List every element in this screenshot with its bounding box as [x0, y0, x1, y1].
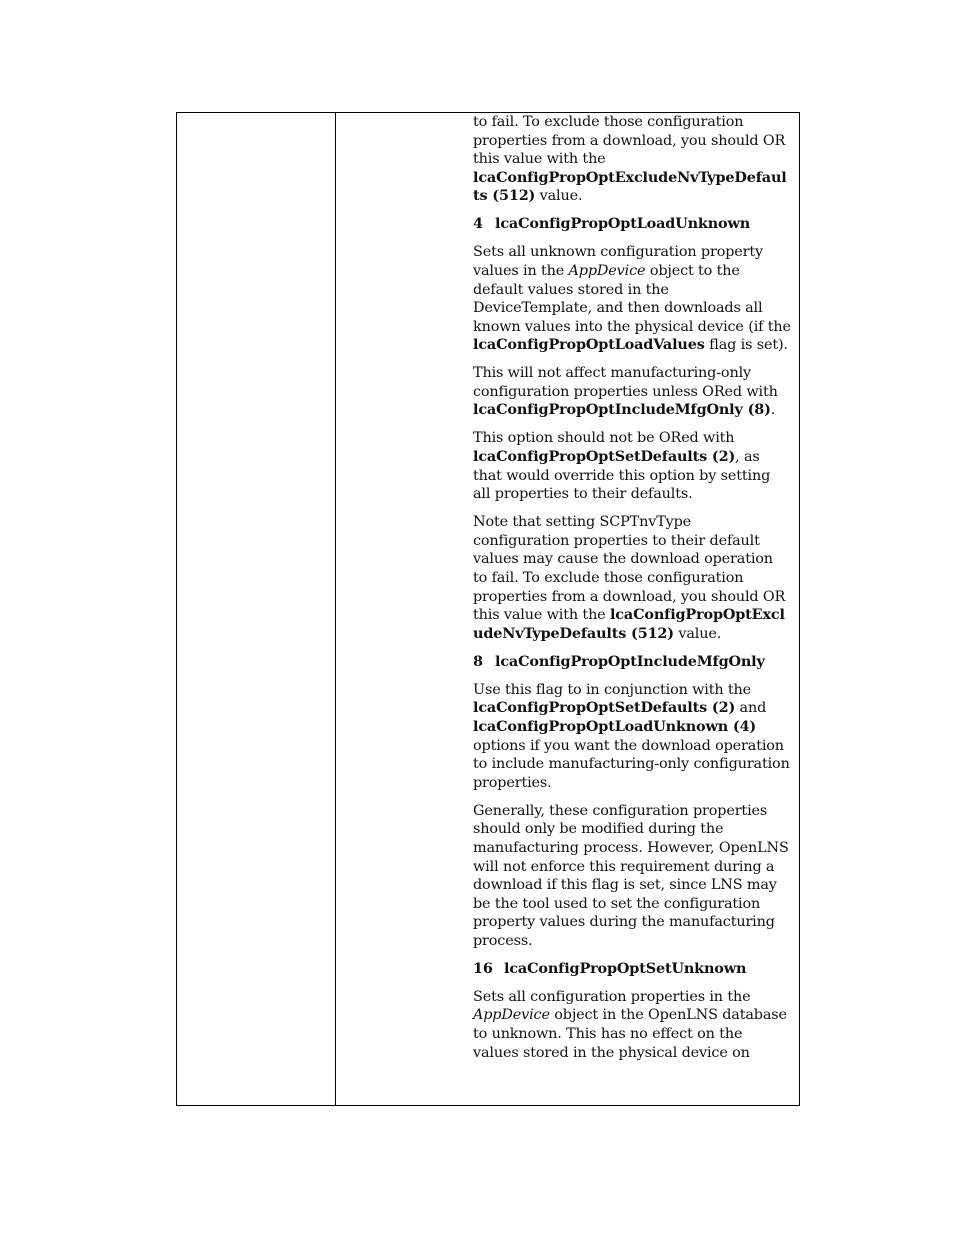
flag-8-paragraph-2: Generally, these configuration properties should only be modified during the manufacturing process. However, OpenLNS will not enforce this requirement during a download if this flag is set, since LNS may be the tool used to set the configuration property values during the manufacturing process. — [473, 802, 789, 949]
flag-16-paragraph-1: Sets all configuration properties in the AppDevice object in the OpenLNS database to unknown. This has no effect on the values stored in the physical device on — [473, 988, 787, 1061]
exclude-nvtype-flag-ref: lcaConfigPropOptExcludeNvTypeDefaults (512) — [473, 168, 787, 205]
flag-4-paragraph-4: Note that setting SCPTnvType configuration properties to their default values may cause the download operation to fail. To exclude those configuration properties from a download, you should OR this value with the lcaConfigPropOptExcludeNvTypeDefaults (512) value. — [473, 514, 786, 642]
flag-16-heading: 16 lcaConfigPropOptSetUnknown — [473, 959, 747, 977]
flag-4-paragraph-2: This will not affect manufacturing-only configuration properties unless ORed with lcaConfigPropOptIncludeMfgOnly (8). — [473, 365, 778, 419]
flag-8-heading: 8 lcaConfigPropOptIncludeMfgOnly — [473, 652, 765, 670]
column-divider — [335, 112, 336, 1106]
flag-8-paragraph-1: Use this flag to in conjunction with the lcaConfigPropOptSetDefaults (2) and lcaConfigPropOptLoadUnknown (4) options if you want the download operation to include manufacturing-only configuration properties. — [473, 681, 790, 791]
flag-4-paragraph-1: Sets all unknown configuration property values in the AppDevice object to the default values stored in the DeviceTemplate, and then downloads all known values into the physical device (if the lcaConfigPropOptLoadValues flag is set). — [473, 244, 791, 354]
description-cell — [473, 113, 791, 1072]
flag-4-heading: 4 lcaConfigPropOptLoadUnknown — [473, 215, 751, 233]
intro-paragraph: to fail. To exclude those configuration properties from a download, you should OR this value with the lcaConfigPropOptExcludeNvTypeDefaults (512) value. — [473, 114, 787, 205]
flag-4-paragraph-3: This option should not be ORed with lcaConfigPropOptSetDefaults (2), as that would override this option by setting all properties to their defaults. — [473, 430, 771, 503]
